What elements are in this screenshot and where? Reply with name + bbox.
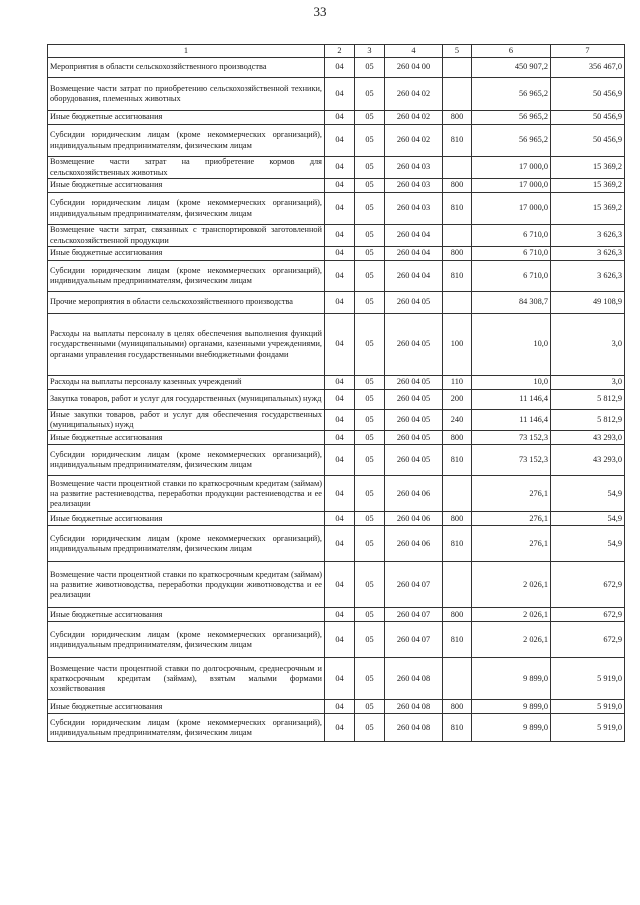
cell-amount-plan: 2 026,1 <box>472 608 551 622</box>
cell-section: 04 <box>325 700 355 714</box>
cell-target-article: 260 04 05 <box>385 445 443 476</box>
cell-amount-plan: 276,1 <box>472 476 551 512</box>
cell-expense-type: 800 <box>443 247 472 261</box>
table-row <box>48 179 625 193</box>
cell-section: 04 <box>325 376 355 390</box>
cell-target-article: 260 04 08 <box>385 714 443 742</box>
cell-expense-type: 800 <box>443 111 472 125</box>
table-row <box>48 562 625 608</box>
cell-section: 04 <box>325 658 355 700</box>
cell-subsection: 05 <box>355 193 385 225</box>
header-cell: 1 <box>48 45 325 58</box>
cell-target-article: 260 04 04 <box>385 225 443 247</box>
cell-subsection: 05 <box>355 157 385 179</box>
cell-name: Иные бюджетные ассигнования <box>48 179 325 193</box>
cell-subsection: 05 <box>355 247 385 261</box>
cell-name: Субсидии юридическим лицам (кроме некоммерческих организаций), индивидуальным предпринимателям, физическим лицам <box>48 125 325 157</box>
header-row <box>48 45 625 58</box>
cell-expense-type <box>443 78 472 111</box>
table-row <box>48 445 625 476</box>
cell-amount-actual: 50 456,9 <box>551 78 625 111</box>
cell-expense-type <box>443 292 472 314</box>
cell-subsection: 05 <box>355 512 385 526</box>
table-row <box>48 261 625 292</box>
cell-amount-actual: 5 812,9 <box>551 410 625 431</box>
cell-name: Субсидии юридическим лицам (кроме некоммерческих организаций), индивидуальным предпринимателям, физическим лицам <box>48 445 325 476</box>
cell-name: Возмещение части затрат по приобретению сельскохозяйственной техники, оборудования, племенных животных <box>48 78 325 111</box>
cell-target-article: 260 04 03 <box>385 193 443 225</box>
cell-target-article: 260 04 00 <box>385 58 443 78</box>
cell-target-article: 260 04 02 <box>385 125 443 157</box>
table-row <box>48 58 625 78</box>
cell-amount-plan: 276,1 <box>472 512 551 526</box>
cell-amount-plan: 2 026,1 <box>472 622 551 658</box>
cell-subsection: 05 <box>355 658 385 700</box>
cell-amount-actual: 50 456,9 <box>551 125 625 157</box>
table-row <box>48 410 625 431</box>
cell-expense-type: 800 <box>443 700 472 714</box>
cell-section: 04 <box>325 157 355 179</box>
table-row <box>48 225 625 247</box>
cell-subsection: 05 <box>355 261 385 292</box>
cell-amount-actual: 43 293,0 <box>551 431 625 445</box>
cell-subsection: 05 <box>355 526 385 562</box>
cell-target-article: 260 04 05 <box>385 314 443 376</box>
table-row <box>48 314 625 376</box>
cell-amount-actual: 54,9 <box>551 526 625 562</box>
table-row <box>48 622 625 658</box>
cell-target-article: 260 04 05 <box>385 390 443 410</box>
cell-name: Возмещение части процентной ставки по долгосрочным, среднесрочным и краткосрочным кредитам (займам), взятым малыми формами хозяйствования <box>48 658 325 700</box>
cell-amount-plan: 6 710,0 <box>472 261 551 292</box>
cell-section: 04 <box>325 526 355 562</box>
cell-section: 04 <box>325 179 355 193</box>
cell-amount-plan: 11 146,4 <box>472 390 551 410</box>
cell-amount-plan: 2 026,1 <box>472 562 551 608</box>
cell-subsection: 05 <box>355 179 385 193</box>
cell-amount-plan: 10,0 <box>472 376 551 390</box>
cell-target-article: 260 04 04 <box>385 247 443 261</box>
cell-amount-actual: 54,9 <box>551 476 625 512</box>
cell-amount-actual: 3 626,3 <box>551 261 625 292</box>
cell-section: 04 <box>325 562 355 608</box>
cell-subsection: 05 <box>355 622 385 658</box>
cell-name: Иные бюджетные ассигнования <box>48 608 325 622</box>
cell-expense-type: 810 <box>443 622 472 658</box>
cell-name: Субсидии юридическим лицам (кроме некоммерческих организаций), индивидуальным предпринимателям, физическим лицам <box>48 193 325 225</box>
cell-section: 04 <box>325 247 355 261</box>
cell-expense-type <box>443 562 472 608</box>
cell-name: Иные бюджетные ассигнования <box>48 512 325 526</box>
cell-amount-actual: 50 456,9 <box>551 111 625 125</box>
cell-amount-actual: 5 919,0 <box>551 714 625 742</box>
cell-amount-plan: 9 899,0 <box>472 658 551 700</box>
cell-subsection: 05 <box>355 376 385 390</box>
cell-name: Расходы на выплаты персоналу казенных учреждений <box>48 376 325 390</box>
cell-section: 04 <box>325 445 355 476</box>
cell-name: Иные бюджетные ассигнования <box>48 111 325 125</box>
cell-subsection: 05 <box>355 410 385 431</box>
cell-name: Мероприятия в области сельскохозяйственного производства <box>48 58 325 78</box>
cell-subsection: 05 <box>355 445 385 476</box>
cell-subsection: 05 <box>355 476 385 512</box>
cell-amount-plan: 56 965,2 <box>472 111 551 125</box>
cell-subsection: 05 <box>355 58 385 78</box>
cell-subsection: 05 <box>355 390 385 410</box>
table-row <box>48 292 625 314</box>
header-cell: 6 <box>472 45 551 58</box>
cell-amount-plan: 6 710,0 <box>472 225 551 247</box>
cell-expense-type <box>443 476 472 512</box>
cell-target-article: 260 04 06 <box>385 512 443 526</box>
cell-amount-actual: 3 626,3 <box>551 225 625 247</box>
cell-amount-plan: 17 000,0 <box>472 157 551 179</box>
cell-target-article: 260 04 07 <box>385 608 443 622</box>
table-row <box>48 247 625 261</box>
cell-expense-type: 800 <box>443 431 472 445</box>
cell-subsection: 05 <box>355 78 385 111</box>
cell-amount-plan: 9 899,0 <box>472 700 551 714</box>
cell-amount-actual: 43 293,0 <box>551 445 625 476</box>
cell-target-article: 260 04 07 <box>385 562 443 608</box>
cell-section: 04 <box>325 410 355 431</box>
table-row <box>48 390 625 410</box>
table-row <box>48 376 625 390</box>
cell-subsection: 05 <box>355 111 385 125</box>
cell-name: Субсидии юридическим лицам (кроме некоммерческих организаций), индивидуальным предпринимателям, физическим лицам <box>48 261 325 292</box>
cell-amount-actual: 5 919,0 <box>551 700 625 714</box>
cell-amount-plan: 56 965,2 <box>472 78 551 111</box>
cell-expense-type <box>443 58 472 78</box>
table-row <box>48 700 625 714</box>
cell-expense-type: 800 <box>443 512 472 526</box>
cell-amount-actual: 672,9 <box>551 622 625 658</box>
cell-amount-actual: 15 369,2 <box>551 157 625 179</box>
cell-amount-actual: 3,0 <box>551 376 625 390</box>
cell-expense-type <box>443 658 472 700</box>
cell-name: Иные бюджетные ассигнования <box>48 431 325 445</box>
cell-subsection: 05 <box>355 562 385 608</box>
table-row <box>48 608 625 622</box>
cell-target-article: 260 04 05 <box>385 292 443 314</box>
cell-amount-plan: 17 000,0 <box>472 193 551 225</box>
cell-amount-actual: 672,9 <box>551 562 625 608</box>
cell-target-article: 260 04 05 <box>385 431 443 445</box>
cell-subsection: 05 <box>355 700 385 714</box>
cell-amount-plan: 9 899,0 <box>472 714 551 742</box>
cell-section: 04 <box>325 390 355 410</box>
cell-amount-actual: 3,0 <box>551 314 625 376</box>
table-row <box>48 157 625 179</box>
cell-section: 04 <box>325 125 355 157</box>
cell-target-article: 260 04 07 <box>385 622 443 658</box>
cell-section: 04 <box>325 431 355 445</box>
cell-section: 04 <box>325 622 355 658</box>
cell-name: Субсидии юридическим лицам (кроме некоммерческих организаций), индивидуальным предпринимателям, физическим лицам <box>48 622 325 658</box>
cell-target-article: 260 04 03 <box>385 157 443 179</box>
cell-amount-actual: 356 467,0 <box>551 58 625 78</box>
cell-target-article: 260 04 02 <box>385 78 443 111</box>
cell-section: 04 <box>325 608 355 622</box>
cell-target-article: 260 04 05 <box>385 376 443 390</box>
table-row <box>48 476 625 512</box>
cell-expense-type: 800 <box>443 608 472 622</box>
table-row <box>48 714 625 742</box>
cell-name: Субсидии юридическим лицам (кроме некоммерческих организаций), индивидуальным предпринимателям, физическим лицам <box>48 526 325 562</box>
table-row <box>48 78 625 111</box>
cell-section: 04 <box>325 78 355 111</box>
cell-amount-plan: 450 907,2 <box>472 58 551 78</box>
cell-expense-type: 810 <box>443 193 472 225</box>
cell-name: Возмещение части затрат, связанных с транспортировкой заготовленной сельскохозяйственной продукции <box>48 225 325 247</box>
table-row <box>48 125 625 157</box>
cell-section: 04 <box>325 111 355 125</box>
cell-amount-actual: 15 369,2 <box>551 179 625 193</box>
cell-name: Субсидии юридическим лицам (кроме некоммерческих организаций), индивидуальным предпринимателям, физическим лицам <box>48 714 325 742</box>
table-row <box>48 431 625 445</box>
cell-expense-type: 810 <box>443 125 472 157</box>
cell-name: Иные закупки товаров, работ и услуг для обеспечения государственных (муниципальных) нужд <box>48 410 325 431</box>
cell-section: 04 <box>325 292 355 314</box>
cell-expense-type: 810 <box>443 261 472 292</box>
cell-subsection: 05 <box>355 292 385 314</box>
table-row <box>48 193 625 225</box>
cell-expense-type <box>443 157 472 179</box>
cell-subsection: 05 <box>355 225 385 247</box>
budget-table <box>47 44 625 742</box>
cell-target-article: 260 04 08 <box>385 658 443 700</box>
cell-name: Расходы на выплаты персоналу в целях обеспечения выполнения функций государственными (муниципальными) органами, казенными учреждениями, органами управления государственными внебюджетными фондами <box>48 314 325 376</box>
cell-name: Закупка товаров, работ и услуг для государственных (муниципальных) нужд <box>48 390 325 410</box>
cell-section: 04 <box>325 314 355 376</box>
cell-amount-actual: 54,9 <box>551 512 625 526</box>
cell-subsection: 05 <box>355 608 385 622</box>
header-cell: 7 <box>551 45 625 58</box>
cell-target-article: 260 04 06 <box>385 526 443 562</box>
header-cell: 2 <box>325 45 355 58</box>
cell-section: 04 <box>325 476 355 512</box>
cell-expense-type <box>443 225 472 247</box>
cell-target-article: 260 04 05 <box>385 410 443 431</box>
cell-expense-type: 240 <box>443 410 472 431</box>
cell-expense-type: 100 <box>443 314 472 376</box>
cell-expense-type: 110 <box>443 376 472 390</box>
cell-target-article: 260 04 03 <box>385 179 443 193</box>
cell-amount-plan: 276,1 <box>472 526 551 562</box>
cell-amount-actual: 672,9 <box>551 608 625 622</box>
cell-amount-actual: 3 626,3 <box>551 247 625 261</box>
cell-name: Прочие мероприятия в области сельскохозяйственного производства <box>48 292 325 314</box>
cell-target-article: 260 04 02 <box>385 111 443 125</box>
cell-target-article: 260 04 04 <box>385 261 443 292</box>
cell-section: 04 <box>325 193 355 225</box>
cell-amount-plan: 56 965,2 <box>472 125 551 157</box>
cell-amount-plan: 6 710,0 <box>472 247 551 261</box>
cell-section: 04 <box>325 714 355 742</box>
cell-expense-type: 800 <box>443 179 472 193</box>
cell-section: 04 <box>325 225 355 247</box>
page-number: 33 <box>313 4 327 19</box>
cell-amount-plan: 11 146,4 <box>472 410 551 431</box>
cell-section: 04 <box>325 261 355 292</box>
cell-amount-actual: 5 919,0 <box>551 658 625 700</box>
cell-name: Иные бюджетные ассигнования <box>48 247 325 261</box>
header-cell: 4 <box>385 45 443 58</box>
cell-expense-type: 200 <box>443 390 472 410</box>
cell-subsection: 05 <box>355 314 385 376</box>
cell-section: 04 <box>325 512 355 526</box>
cell-expense-type: 810 <box>443 526 472 562</box>
cell-name: Иные бюджетные ассигнования <box>48 700 325 714</box>
cell-expense-type: 810 <box>443 445 472 476</box>
header-cell: 5 <box>443 45 472 58</box>
cell-subsection: 05 <box>355 125 385 157</box>
cell-subsection: 05 <box>355 431 385 445</box>
cell-section: 04 <box>325 58 355 78</box>
cell-amount-plan: 73 152,3 <box>472 445 551 476</box>
cell-amount-actual: 5 812,9 <box>551 390 625 410</box>
table-row <box>48 526 625 562</box>
cell-name: Возмещение части затрат на приобретение кормов для сельскохозяйственных животных <box>48 157 325 179</box>
cell-amount-plan: 84 308,7 <box>472 292 551 314</box>
cell-target-article: 260 04 08 <box>385 700 443 714</box>
cell-expense-type: 810 <box>443 714 472 742</box>
table-row <box>48 658 625 700</box>
cell-amount-plan: 17 000,0 <box>472 179 551 193</box>
table-row <box>48 512 625 526</box>
cell-name: Возмещение части процентной ставки по краткосрочным кредитам (займам) на развитие растениеводства, переработки продукции растениеводства и ее реализации <box>48 476 325 512</box>
cell-amount-actual: 15 369,2 <box>551 193 625 225</box>
cell-name: Возмещение части процентной ставки по краткосрочным кредитам (займам) на развитие животноводства, переработки продукции животноводства и ее реализации <box>48 562 325 608</box>
cell-target-article: 260 04 06 <box>385 476 443 512</box>
cell-subsection: 05 <box>355 714 385 742</box>
header-cell: 3 <box>355 45 385 58</box>
table-row <box>48 111 625 125</box>
cell-amount-plan: 73 152,3 <box>472 431 551 445</box>
cell-amount-plan: 10,0 <box>472 314 551 376</box>
cell-amount-actual: 49 108,9 <box>551 292 625 314</box>
